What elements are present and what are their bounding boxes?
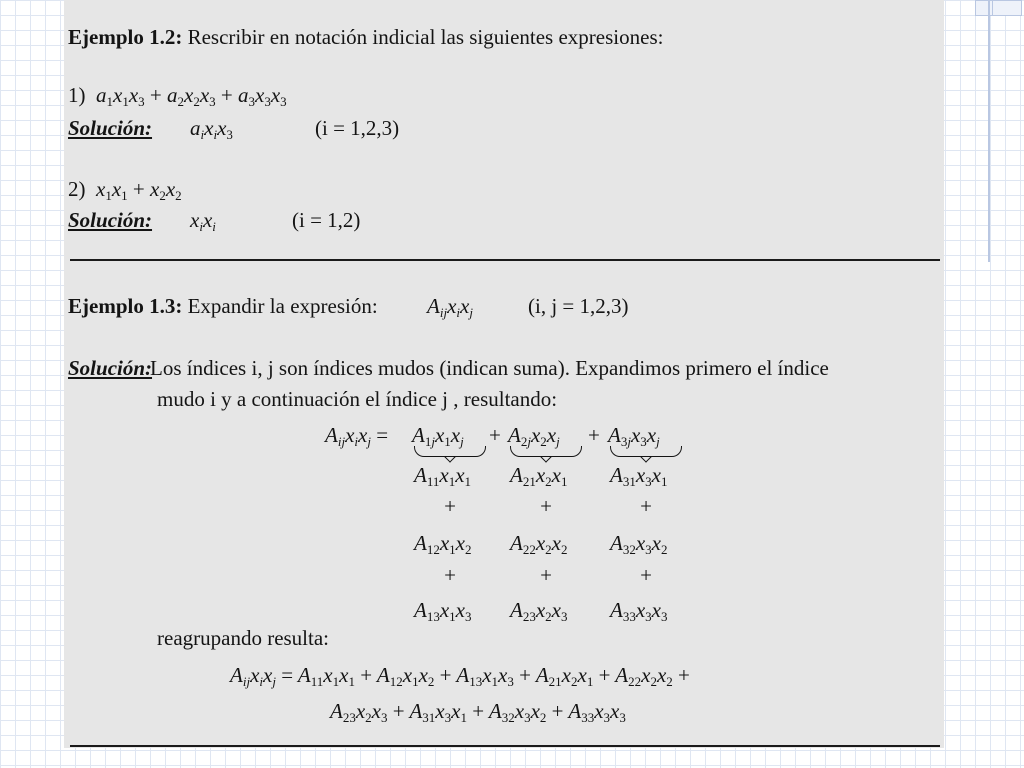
- decorative-square: [992, 0, 1022, 16]
- solution-2-range: (i = 1,2): [292, 208, 361, 232]
- plus-sign: +: [540, 494, 552, 518]
- solution-2-expression: $x_ix_i$: [190, 208, 216, 234]
- solution-label: Solución:: [68, 208, 153, 232]
- solution-label: Solución:: [68, 356, 153, 380]
- solution-text-line-1: Los índices i, j son índices mudos (indican suma). Expandimos primero el índice: [150, 356, 829, 380]
- term-a32: $A_{32}x_3x_2$: [610, 531, 668, 557]
- plus-sign: +: [588, 423, 600, 447]
- underbrace-1: [414, 446, 486, 457]
- example-1-3-title: [68, 293, 378, 319]
- item-number: 2): [68, 177, 86, 201]
- expansion-term-3: $A_{3j}x_3x_j$: [608, 423, 660, 449]
- section-divider: [70, 259, 940, 261]
- term-a13: $A_{13}x_1x_3$: [414, 598, 472, 624]
- term-a11: $A_{11}x_1x_1$: [414, 463, 472, 489]
- item-1-expression: [68, 82, 287, 108]
- plus-sign: +: [444, 563, 456, 587]
- plus-sign: +: [489, 423, 501, 447]
- example-text: Expandir la expresión:: [187, 294, 378, 318]
- result-line-1: $A_{ij}x_ix_j = A_{11}x_1x_1 + A_{12}x_1x_2 + A_{13}x_1x_3 + A_{21}x_2x_1 + A_{22}x_2x_2$ +: [230, 663, 690, 689]
- example-heading: Ejemplo 1.2:: [68, 25, 183, 49]
- example-1-2-title: [68, 24, 663, 50]
- regroup-text: reagrupando resulta:: [157, 626, 330, 650]
- solution-1-expression: $a_ix_ix_3$: [190, 116, 233, 142]
- term-a21: $A_{21}x_2x_1$: [510, 463, 568, 489]
- plus-sign: +: [640, 494, 652, 518]
- solution-label: Solución:: [68, 116, 153, 140]
- term-a22: $A_{22}x_2x_2$: [510, 531, 568, 557]
- math-expression: $x_1x_1 + x_2x_2$: [90, 177, 182, 203]
- result-line-2: $A_{23}x_2x_3 + A_{31}x_3x_1 + A_{32}x_3x_2 + A_{33}x_3x_3$: [330, 699, 626, 725]
- expansion-term-1: $A_{1j}x_1x_j$: [412, 423, 464, 449]
- bottom-divider: [70, 745, 940, 747]
- expand-expression: $A_{ij}x_ix_j$: [427, 294, 473, 320]
- underbrace-2: [510, 446, 582, 457]
- decorative-line: [988, 0, 990, 262]
- example-heading: Ejemplo 1.3:: [68, 294, 183, 318]
- term-a31: $A_{31}x_3x_1$: [610, 463, 668, 489]
- equation-lhs: $A_{ij}x_ix_j$ =: [325, 423, 389, 449]
- item-number: 1): [68, 83, 86, 107]
- plus-sign: +: [640, 563, 652, 587]
- expansion-term-2: $A_{2j}x_2x_j$: [508, 423, 560, 449]
- solution-text-line-2: mudo i y a continuación el índice j , resultando:: [157, 387, 558, 411]
- expand-range: (i, j = 1,2,3): [528, 294, 629, 318]
- plus-sign: +: [444, 494, 456, 518]
- underbrace-3: [610, 446, 682, 457]
- item-2-expression: [68, 176, 182, 202]
- math-expression: $a_1x_1x_3 + a_2x_2x_3 + a_3x_3x_3$: [90, 83, 287, 109]
- term-a12: $A_{12}x_1x_2$: [414, 531, 472, 557]
- solution-1-range: (i = 1,2,3): [315, 116, 400, 140]
- plus-sign: +: [540, 563, 552, 587]
- term-a23: $A_{23}x_2x_3$: [510, 598, 568, 624]
- example-text: Rescribir en notación indicial las siguientes expresiones:: [187, 25, 664, 49]
- term-a33: $A_{33}x_3x_3$: [610, 598, 668, 624]
